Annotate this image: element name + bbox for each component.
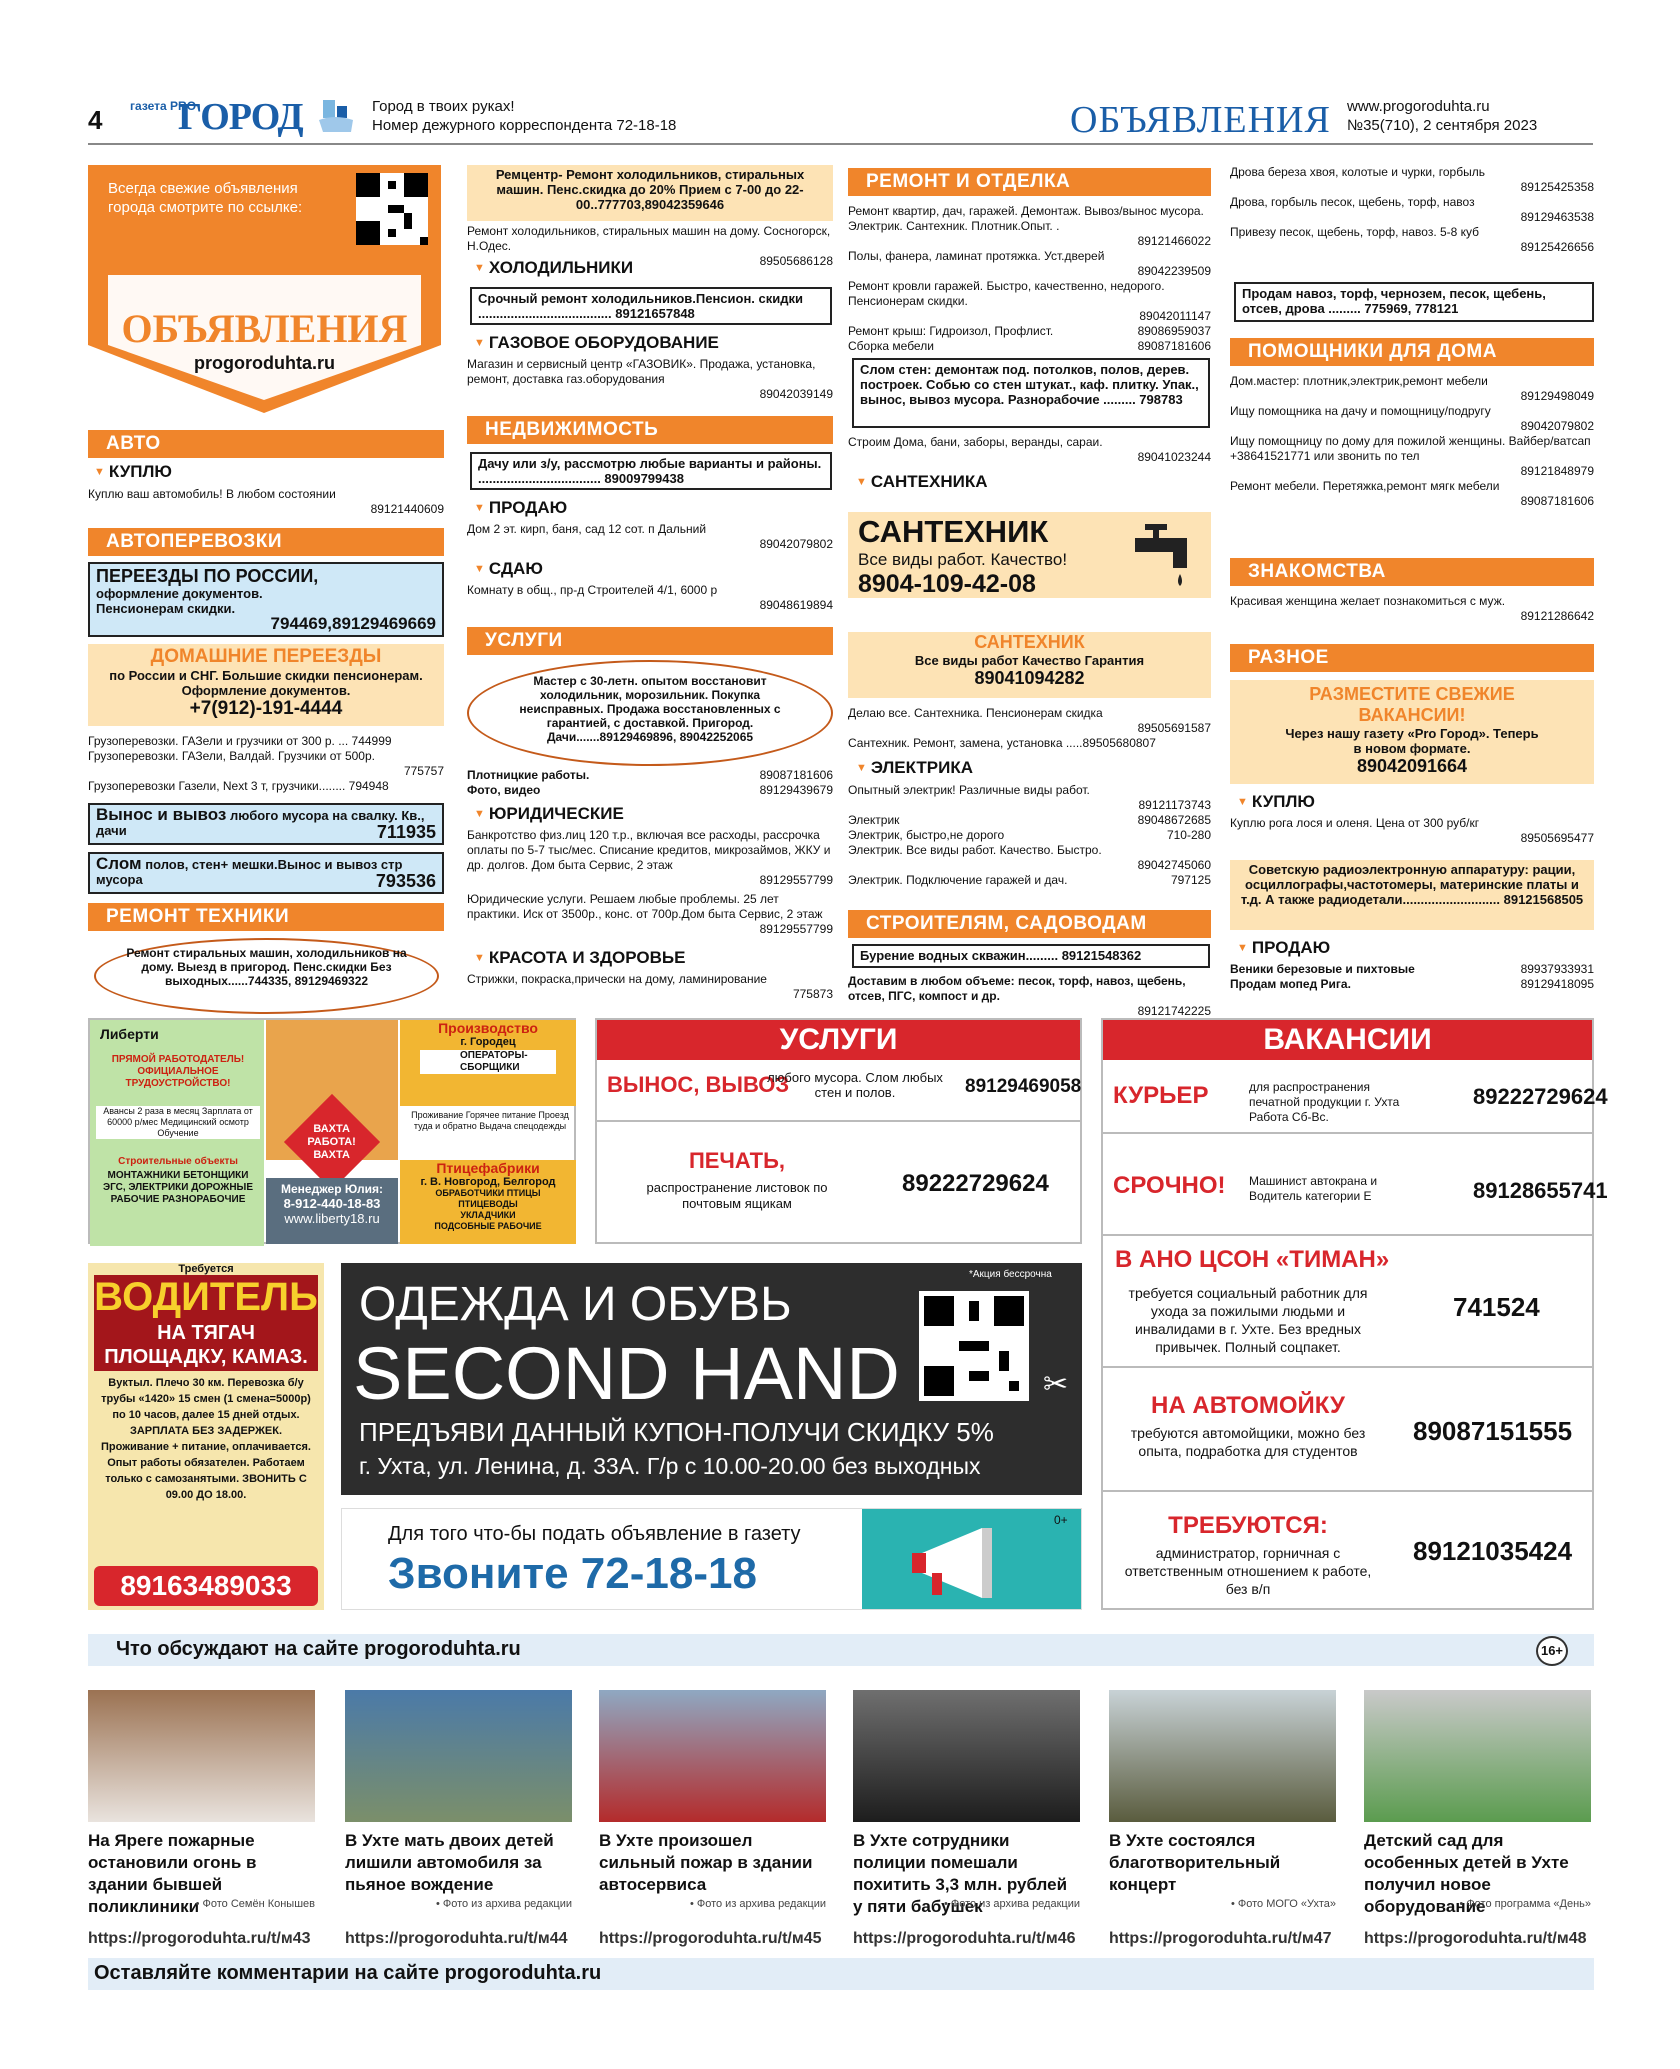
phone: 89125426656 [1520, 240, 1594, 254]
header-rule [88, 143, 1593, 145]
news-headline[interactable]: В Ухте состоялся благотворительный концерт [1109, 1831, 1281, 1894]
phone: 89505695477 [1520, 831, 1594, 845]
list-item [467, 972, 833, 1002]
promo-line: Всегда свежие объявления города смотрите по ссылке: [108, 180, 303, 216]
list-item-text: Магазин и сервисный центр «ГАЗОВИК». Продажа, установка, ремонт, доставка газ.оборудования [467, 357, 816, 386]
phone: 89048619894 [759, 598, 833, 612]
subsection-buy: ▼ КУПЛЮ [94, 462, 172, 482]
news-headline[interactable]: В Ухте мать двоих детей лишили автомобиля за пьяное вождение [345, 1831, 554, 1894]
header-tagline [372, 97, 676, 135]
phone: 89121173743 [1138, 798, 1211, 812]
vacancy-promo-text: Через нашу газету «Pro Город». Теперь в новом формате. [1285, 726, 1539, 756]
vacancy-promo-phone: 89042091664 [1356, 756, 1468, 776]
promo-block [88, 165, 441, 413]
estate-ad: Дачу или з/у, рассмотрю любые варианты и районы. .................................. 89009799438 [470, 452, 832, 490]
repair-oval-ad: Ремонт стиральных машин, холодильников на дому. Выезд в пригород. Пенс.скидки Без выходных......744335, 89129469322 [94, 938, 439, 1014]
call-ad-l1: Для того что-бы подать объявление в газету [388, 1523, 801, 1545]
home-moves-phone: +7(912)-191-4444 [189, 698, 343, 719]
subsection-buy: ▼ КУПЛЮ [1237, 792, 1315, 812]
subsection-plumbing: ▼ САНТЕХНИКА [856, 472, 988, 492]
phone: 89048672685 [1137, 813, 1211, 827]
vacancies-title: ВАКАНСИИ [1103, 1020, 1592, 1060]
phone: 89087181606 [759, 768, 833, 782]
phone: 89041023244 [1137, 450, 1211, 464]
trash-title: Вынос и вывоз [96, 805, 227, 824]
list-item: Ищу помощника на дачу и помощницу/подругу [1230, 404, 1491, 418]
call-ad-l2: Звоните 72-18-18 [388, 1549, 757, 1598]
driver-sub: НА ТЯГАЧ ПЛОЩАДКУ, КАМАЗ. [94, 1319, 318, 1371]
phone: 89129439679 [759, 783, 833, 797]
trash-phone: 711935 [376, 822, 436, 842]
phone: 89042079802 [759, 537, 833, 551]
vacancy1-phone: 89222729624 [1473, 1084, 1608, 1109]
logo-small: газета PRO [130, 99, 197, 113]
list-item-text: Дом 2 эт. кирп, баня, сад 12 сот. п Дальний [467, 522, 707, 536]
phone: 89121286642 [1520, 609, 1594, 623]
liberty-contact [266, 1178, 398, 1244]
vacancy3-text: требуется социальный работник для ухода за пожилыми людьми и инвалидами в г. Ухте. Без вредных привычек. Полный соцпакет. [1128, 1285, 1368, 1355]
list-item: Ремонт квартир, дач, гаражей. Демонтаж. Вывоз/вынос мусора. Электрик. Сантехник. Плотник.Опыт. . [848, 204, 1204, 233]
subsection-electric: ▼ ЭЛЕКТРИКА [856, 758, 973, 778]
list-item-text: Ремонт крыш: Гидроизол, Профлист. [848, 324, 1054, 338]
phone: 797125 [1170, 873, 1211, 887]
list-item-text: Ремонт холодильников, стиральных машин на дому. Сосногорск, Н.Одес. [467, 224, 831, 253]
plumber2-text: Все виды работ Качество Гарантия [914, 653, 1145, 668]
issue-number: №35(710), 2 сентября 2023 [1347, 117, 1538, 134]
section-auto: АВТО [88, 430, 444, 458]
trash-text: любого мусора на свалку. Кв., дачи [96, 808, 425, 838]
phone: 89129463538 [1520, 210, 1594, 224]
phone: 89087181606 [1137, 339, 1211, 353]
list-item [467, 892, 833, 937]
services-ad2-text: распространение листовок по почтовым ящикам [646, 1180, 828, 1211]
news-image[interactable] [345, 1690, 572, 1822]
liberty-manager: Менеджер Юлия: [281, 1182, 383, 1196]
phone: 89121466022 [1137, 234, 1211, 248]
drilling-ad: Бурение водных скважин......... 89121548362 [852, 944, 1210, 968]
list-item-text: Стрижки, покраска,прически на дому, ламинирование [467, 972, 767, 986]
subsection-beauty: ▼ КРАСОТА И ЗДОРОВЬЕ [474, 948, 685, 968]
list-item [848, 873, 1211, 888]
vacancy4-title: НА АВТОМОЙКУ [1151, 1392, 1345, 1419]
services-ad2-phone: 89222729624 [902, 1170, 1049, 1197]
qr-code-icon[interactable] [356, 173, 428, 245]
home-moves-text: по России и СНГ. Большие скидки пенсионерам. Оформление документов. [109, 668, 423, 698]
list-item [848, 974, 1211, 1019]
plumber-ad [848, 512, 1211, 598]
list-item [467, 357, 833, 402]
liberty-r5: Птицефабрики [436, 1160, 540, 1176]
list-item-text: Сборка мебели [848, 339, 934, 353]
phone: 775873 [792, 987, 833, 1001]
list-item-text: Красивая женщина желает познакомиться с муж. [1230, 594, 1506, 608]
list-item [848, 813, 1211, 828]
age-rating-16: 16+ [1536, 1636, 1568, 1666]
liberty-r1: Производство [438, 1020, 538, 1036]
subsection-sell: ▼ ПРОДАЮ [1237, 938, 1330, 958]
section-builders: СТРОИТЕЛЯМ, САДОВОДАМ [848, 910, 1211, 938]
manure-ad: Продам навоз, торф, чернозем, песок, щебень, отсев, дрова ......... 775969, 778121 [1234, 282, 1594, 322]
logo: ГОРОД [178, 96, 303, 138]
liberty-phone: 8-912-440-18-83 [283, 1196, 381, 1211]
divider [1103, 1490, 1592, 1492]
list-item: Ищу помощницу по дому для пожилой женщины. Вайбер/ватсап +38641521771 или звонить по тел [1230, 434, 1591, 463]
svc-list [467, 768, 833, 798]
divider [1103, 1366, 1592, 1368]
list-item [1230, 962, 1594, 977]
second-hand-l4: г. Ухта, ул. Ленина, д. 33А. Г/р с 10.00-20.00 без выходных [359, 1453, 981, 1479]
vahta-badge: ВАХТА РАБОТА! ВАХТА [284, 1094, 380, 1190]
vacancy5-phone: 89121035424 [1413, 1536, 1573, 1566]
list-item [467, 828, 833, 888]
news-headline[interactable]: В Ухте сотрудники полиции помешали похитить 3,3 млн. рублей у пяти бабушек [853, 1831, 1068, 1916]
plumber-phone: 8904-109-42-08 [858, 570, 1036, 598]
age-rating: 0+ [1054, 1513, 1068, 1527]
home-moves-ad [88, 644, 444, 726]
list-item: Ремонт мебели. Перетяжка,ремонт мягк мебели [1230, 479, 1500, 493]
services-ad-title: УСЛУГИ [597, 1020, 1080, 1060]
tagline: Город в твоих руках! [372, 98, 515, 115]
moves-ad [88, 562, 444, 637]
subsection-gas: ▼ ГАЗОВОЕ ОБОРУДОВАНИЕ [474, 333, 719, 353]
second-hand-l1: ОДЕЖДА И ОБУВЬ [359, 1278, 792, 1331]
divider [1103, 1234, 1592, 1236]
news-headline[interactable]: Детский сад для особенных детей в Ухте получил новое оборудование [1364, 1831, 1569, 1916]
list-item: Опытный электрик! Различные виды работ. [848, 783, 1090, 797]
list-item: Грузоперевозки Газели, Next 3 т, грузчики........ 794948 [88, 779, 389, 793]
subsection-legal: ▼ ЮРИДИЧЕСКИЕ [474, 804, 624, 824]
list-item: Делаю все. Сантехника. Пенсионерам скидка [848, 706, 1103, 720]
liberty-left-4: МОНТАЖНИКИ БЕТОНЩИКИ ЭГС, ЭЛЕКТРИКИ ДОРОЖНЫЕ РАБОЧИЕ РАЗНОРАБОЧИЕ [102, 1170, 254, 1205]
news-footer [88, 1958, 1594, 1990]
list-item: Дрова береза хвоя, колотые и чурки, горбыль [1230, 165, 1485, 179]
list-item-text: Веники березовые и пихтовые [1230, 962, 1415, 976]
phone: 89121848979 [1520, 464, 1594, 478]
phone: 89121440609 [370, 502, 444, 516]
list-item-text: Куплю ваш автомобиль! В любом состоянии [88, 487, 336, 501]
wood-list [1230, 165, 1594, 255]
news-link[interactable]: https://progoroduhta.ru/t/м46 [853, 1930, 1076, 1947]
news-image[interactable] [88, 1690, 315, 1822]
news-headline[interactable]: На Яреге пожарные остановили огонь в здании бывшей поликлиники [88, 1831, 257, 1916]
scissors-icon: ✂ [1043, 1368, 1069, 1401]
megaphone-icon [902, 1523, 1032, 1608]
list-item-text: Юридические услуги. Решаем любые проблемы. 25 лет практики. Иск от 3500р., конс. от 700р.Дом быта Сервис, 2 этаж [467, 892, 823, 921]
promo-title: ОБЪЯВЛЕНИЯ [121, 306, 408, 351]
liberty-brand: Либерти [100, 1026, 159, 1042]
list-item [467, 783, 833, 798]
phone: 89121742225 [1137, 1004, 1211, 1018]
driver-top: Требуется [178, 1263, 234, 1275]
photo-credit: • Фото программа «День» [1459, 1898, 1591, 1910]
photo-credit: • Фото из архива редакции [435, 1898, 572, 1910]
vacancy4-text: требуются автомойщики, можно без опыта, подработка для студентов [1130, 1425, 1366, 1459]
list-item [467, 768, 833, 783]
phone: 89042745060 [1137, 858, 1211, 872]
news-link[interactable]: https://progoroduhta.ru/t/м45 [599, 1930, 822, 1947]
liberty-right-bottom [400, 1160, 576, 1244]
news-headline[interactable]: В Ухте произошел сильный пожар в здании автосервиса [599, 1831, 813, 1894]
driver-text: Вуктыл. Плечо 30 км. Перевозка б/у трубы «1420» 15 смен (1 смена=5000р) по 10 часов, далее 15 дней отдых. ЗАРПЛАТА БЕЗ ЗАДЕРЖЕК. Проживание + питание, оплачивается. Опыт работы обязателен. Работаем только с самозанятыми. ЗВОНИТЬ С 09.00 ДО 18.00. [101, 1377, 311, 1501]
plumber2-ad [848, 632, 1211, 698]
photo-credit: • Фото из архива редакции [689, 1898, 826, 1910]
list-item: Сантехник. Ремонт, замена, установка .....89505680807 [848, 736, 1156, 750]
electric-list [848, 783, 1211, 888]
plumber-sub: Все виды работ. Качество! [858, 550, 1068, 569]
section-dating: ЗНАКОМСТВА [1230, 558, 1594, 586]
moves-phone: 794469,89129469669 [270, 614, 436, 633]
liberty-r7: ОБРАБОТЧИКИ ПТИЦЫ ПТИЦЕВОДЫ УКЛАДЧИКИ ПОДСОБНЫЕ РАБОЧИЕ [434, 1188, 542, 1231]
list-item-text: Доставим в любом объеме: песок, торф, навоз, щебень, отсев, ПГС, компост и др. [848, 974, 1186, 1003]
services-ad1-title: ВЫНОС, ВЫВОЗ [607, 1072, 790, 1097]
list-item-text: Электрик, быстро,не дорого [848, 828, 1005, 842]
phone: 89087181606 [1520, 494, 1594, 508]
subsection-sell: ▼ ПРОДАЮ [474, 498, 567, 518]
liberty-r4: Проживание Горячее питание Проезд туда и обратно Выдача спецодежды [411, 1110, 569, 1131]
phone: 89129557799 [759, 873, 833, 887]
radio-ad: Советскую радиоэлектронную аппаратуру: рации, осциллографы,частотомеры, материнские платы и т.д. А также радиодетали........................... 89121568505 [1230, 860, 1594, 930]
list-item: Грузоперевозки. ГАЗели и грузчики от 300 р. ... 744999 [88, 734, 392, 748]
list-item: Дом.мастер: плотник,электрик,ремонт мебели [1230, 374, 1488, 388]
list-item-text: Комнату в общ., пр-д Строителей 4/1, 6000 р [467, 583, 718, 597]
section-misc: РАЗНОЕ [1230, 644, 1594, 672]
divider [597, 1120, 1080, 1122]
news-image[interactable] [1364, 1690, 1591, 1822]
phone: 89129498049 [1520, 389, 1594, 403]
promo-site[interactable]: progoroduhta.ru [194, 353, 335, 373]
news-image[interactable] [853, 1690, 1080, 1822]
phone: 89129557799 [759, 922, 833, 936]
section-repair: РЕМОНТ И ОТДЕЛКА [848, 168, 1211, 196]
vacancy2-phone: 89128655741 [1473, 1178, 1608, 1203]
second-hand-l3: ПРЕДЪЯВИ ДАННЫЙ КУПОН-ПОЛУЧИ СКИДКУ 5% [359, 1417, 994, 1447]
services-ad2-title: ПЕЧАТЬ, [688, 1148, 786, 1173]
hand-logo-icon [315, 96, 357, 136]
list-item [1230, 594, 1594, 624]
home-moves-title: ДОМАШНИЕ ПЕРЕЕЗДЫ [150, 646, 382, 667]
news-link[interactable]: https://progoroduhta.ru/t/м44 [345, 1930, 568, 1947]
list-item-text: Плотницкие работы. [467, 768, 590, 782]
vacancy1-title: КУРЬЕР [1113, 1082, 1209, 1109]
vacancy1-text: для распространения печатной продукции г. Ухта Работа Сб-Вс. [1249, 1080, 1400, 1124]
liberty-r2: г. Городец [460, 1036, 516, 1048]
driver-phone: 89163489033 [94, 1566, 318, 1606]
subsection-rent: ▼ СДАЮ [474, 559, 543, 579]
demolition-phone: 793536 [375, 871, 436, 891]
call-ad [341, 1508, 1082, 1610]
vacancy3-title: В АНО ЦСОН «ТИМАН» [1115, 1246, 1390, 1273]
services-ad [595, 1018, 1082, 1244]
liberty-left-1: ПРЯМОЙ РАБОТОДАТЕЛЬ! ОФИЦИАЛЬНОЕ ТРУДОУСТРОЙСТВО! [111, 1054, 245, 1089]
list-item: Полы, фанера, ламинат протяжка. Уст.дверей [848, 249, 1105, 263]
subsection-fridges: ▼ ХОЛОДИЛЬНИКИ [474, 258, 633, 278]
list-item [848, 339, 1211, 354]
vacancy5-text: администратор, горничная с ответственным отношением к работе, без в/п [1124, 1545, 1372, 1597]
demolition-ad [88, 852, 444, 894]
services-ad1-text: любого мусора. Слом любых стен и полов. [767, 1070, 943, 1100]
phone: 89505686128 [759, 254, 833, 268]
vacancy4-phone: 89087151555 [1413, 1416, 1573, 1446]
faucet-icon [1133, 520, 1203, 595]
news-title: Что обсуждают на сайте progoroduhta.ru [116, 1638, 521, 1660]
phone: 775757 [403, 764, 444, 778]
list-item-text: Строим Дома, бани, заборы, веранды, сараи. [848, 435, 1103, 449]
list-item-text: Продам мопед Рига. [1230, 977, 1351, 991]
section-transport: АВТОПЕРЕВОЗКИ [88, 528, 444, 556]
news-link[interactable]: https://progoroduhta.ru/t/м47 [1109, 1930, 1332, 1947]
news-link[interactable]: https://progoroduhta.ru/t/м43 [88, 1930, 311, 1947]
remcenter-ad: Ремцентр- Ремонт холодильников, стиральных машин. Пенс.скидка до 20% Прием с 7-00 до 22-00..777703,89042359646 [467, 165, 833, 221]
list-item-text: Фото, видео [467, 783, 541, 797]
section-repair-tech: РЕМОНТ ТЕХНИКИ [88, 903, 444, 931]
list-item [1230, 816, 1594, 846]
qr-code-icon[interactable] [919, 1291, 1029, 1401]
news-header [88, 1634, 1594, 1666]
photo-credit: • Фото Семён Конышев [195, 1898, 315, 1910]
list-item: Привезу песок, щебень, торф, навоз. 5-8 куб [1230, 225, 1480, 239]
plumber2-title: САНТЕХНИК [974, 632, 1085, 652]
section-services: УСЛУГИ [467, 627, 833, 655]
list-item-text: Электрик [848, 813, 900, 827]
list-item: Электрик. Все виды работ. Качество. Быстро. [848, 843, 1102, 857]
liberty-left-2: Авансы 2 раза в месяц Зарплата от 60000 р/мес Медицинский осмотр Обучение [96, 1106, 260, 1139]
fridge-repair-ad: Срочный ремонт холодильников.Пенсион. скидки ..................................... 89121657848 [470, 287, 832, 325]
liberty-r6: г. В. Новгород, Белгород [420, 1176, 556, 1188]
driver-title: ВОДИТЕЛЬ [94, 1275, 318, 1319]
list-item-text: Банкротство физ.лиц 120 т.р., включая все расходы, рассрочка оплаты по 5-7 тыс/мес. Списание кредитов, микрозаймов, ЖКУ и др. долгов. Дом быта Сервис, 2 этаж [467, 828, 831, 872]
vacancy3-phone: 741524 [1453, 1292, 1540, 1322]
issue-info [1347, 97, 1537, 135]
page-number: 4 [88, 105, 103, 135]
driver-ad [88, 1263, 324, 1610]
phone: 710-280 [1166, 828, 1211, 842]
news-footer-text[interactable]: Оставляйте комментарии на сайте progoroduhta.ru [94, 1962, 602, 1984]
photo-credit: • Фото из архива редакции [943, 1898, 1080, 1910]
fridge-master-oval-ad: Мастер с 30-летн. опытом восстановит холодильник, морозильник. Покупка неисправных. Продажа восстановленных с гарантией, с доставкой. Пригород. Дачи.......89129469896, 89042252065 [467, 660, 833, 766]
liberty-r3: ОПЕРАТОРЫ-СБОРЩИКИ [420, 1050, 556, 1074]
plumb-list [848, 706, 1211, 751]
liberty-site[interactable]: www.liberty18.ru [284, 1211, 380, 1226]
vacancy-promo-title: РАЗМЕСТИТЕ СВЕЖИЕ ВАКАНСИИ! [1309, 684, 1515, 725]
news-link[interactable]: https://progoroduhta.ru/t/м48 [1364, 1930, 1587, 1947]
site-link[interactable]: www.progoroduhta.ru [1347, 98, 1490, 115]
moves-text: оформление документов. Пенсионерам скидки. [96, 586, 263, 616]
second-hand-note: *Акция бессрочна [969, 1269, 1052, 1280]
list-item-text: Электрик. Подключение гаражей и дач. [848, 873, 1068, 887]
news-image[interactable] [599, 1690, 826, 1822]
vacancy2-text: Машинист автокрана и Водитель категории Е [1249, 1174, 1378, 1203]
moves-title: ПЕРЕЕЗДЫ ПО РОССИИ, [96, 566, 319, 586]
phone: 89042079802 [1520, 419, 1594, 433]
phone: 89042239509 [1137, 264, 1211, 278]
liberty-left-3: Строительные объекты [118, 1156, 238, 1167]
list-item-text: Куплю рога лося и оленя. Цена от 300 руб/кг [1230, 816, 1480, 830]
section-helpers: ПОМОЩНИКИ ДЛЯ ДОМА [1230, 338, 1594, 366]
plumber2-phone: 89041094282 [974, 668, 1085, 688]
phone: 89125425358 [1520, 180, 1594, 194]
vacancy2-title: СРОЧНО! [1113, 1172, 1226, 1199]
list-item [467, 583, 833, 613]
list-item: Грузоперевозки. ГАЗели, Валдай. Грузчики от 500р. [88, 749, 375, 763]
list-item [88, 487, 444, 517]
sell-list [1230, 962, 1594, 992]
helpers-list [1230, 374, 1594, 509]
second-hand-l2: SECOND HAND [353, 1332, 900, 1415]
services-ad1-phone: 89129469058 [965, 1076, 1082, 1097]
phone: 89042011147 [1139, 309, 1211, 323]
plumber-title: САНТЕХНИК [858, 514, 1049, 549]
list-item [467, 522, 833, 552]
list-item [848, 828, 1211, 843]
section-estate: НЕДВИЖИМОСТЬ [467, 416, 833, 444]
second-hand-ad [341, 1263, 1082, 1495]
phone: 89505691587 [1137, 721, 1211, 735]
vacancy-promo-ad [1230, 680, 1594, 784]
duty-phone: Номер дежурного корреспондента 72-18-18 [372, 117, 677, 134]
demolition-title: Слом [96, 854, 142, 873]
list-item [848, 435, 1211, 465]
phone: 89042039149 [759, 387, 833, 401]
liberty-right-top [400, 1020, 576, 1106]
photo-credit: • Фото МОГО «Ухта» [1230, 1898, 1336, 1910]
liberty-ad [88, 1018, 576, 1244]
list-item [848, 324, 1211, 339]
demolition-box-ad: Слом стен: демонтаж под. потолков, полов, дерев. построек. Собью со стен штукат., каф. плитку. Упак., вынос, вывоз мусора. Разнорабочие ......... 798783 [852, 358, 1210, 428]
vacancy5-title: ТРЕБУЮТСЯ: [1168, 1512, 1328, 1539]
demolition-text: полов, стен+ мешки.Вынос и вывоз стр мусора [96, 857, 403, 887]
phone: 89086959037 [1137, 324, 1211, 338]
news-image[interactable] [1109, 1690, 1336, 1822]
list-item [1230, 977, 1594, 992]
phone: 89937933931 [1520, 962, 1594, 976]
list-item: Дрова, горбыль песок, щебень, торф, навоз [1230, 195, 1475, 209]
cargo-list [88, 734, 444, 794]
divider [1103, 1132, 1592, 1134]
list-item: Ремонт кровли гаражей. Быстро, качественно, недорого. Пенсионерам скидки. [848, 279, 1165, 308]
repair-list [848, 204, 1211, 354]
vacancies-ad [1101, 1018, 1608, 1610]
phone: 89129418095 [1520, 977, 1594, 991]
section-title: ОБЪЯВЛЕНИЯ [1070, 99, 1331, 141]
trash-ad [88, 803, 444, 845]
